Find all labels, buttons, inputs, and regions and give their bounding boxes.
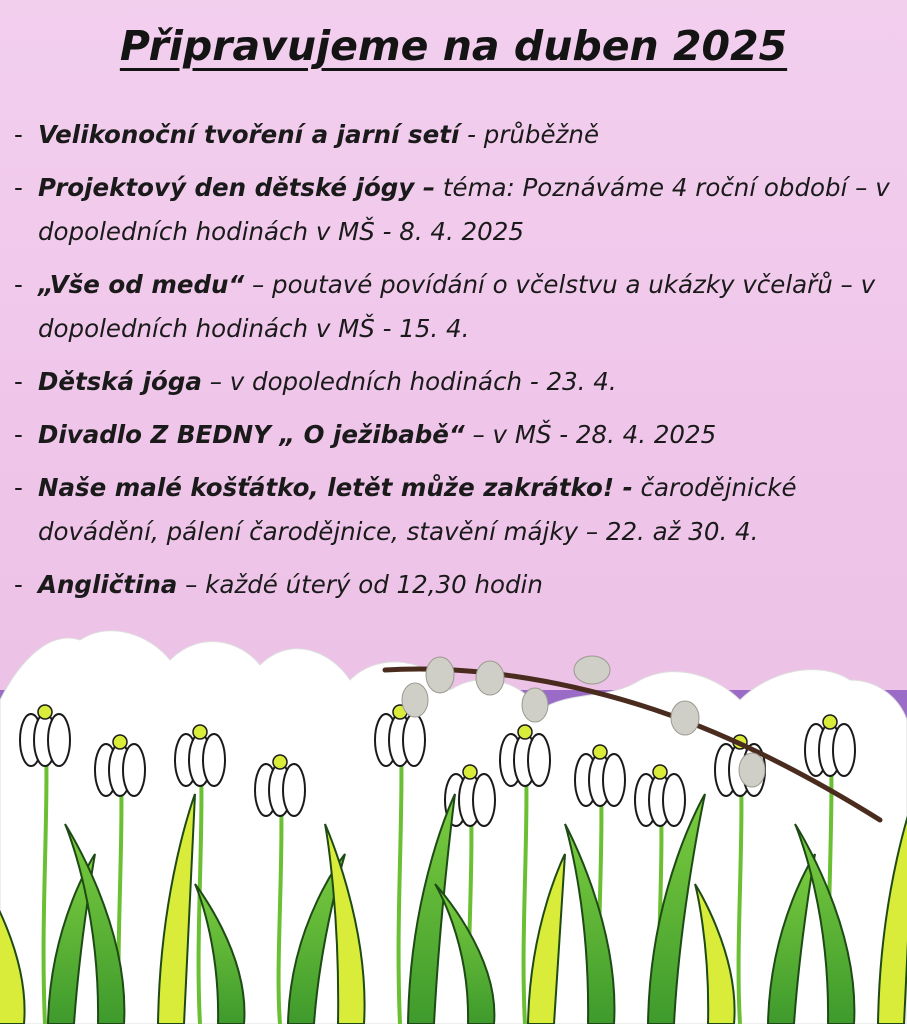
snowdrop-petal xyxy=(833,724,855,776)
bullet-dash: - xyxy=(14,420,23,449)
item-lead: Dětská jóga xyxy=(38,367,202,396)
item-lead: Divadlo Z BEDNY „ O ježibabě“ xyxy=(38,420,465,449)
item-detail: téma: Poznáváme 4 roční období – v dopoledních hodinách v MŠ - 8. 4. 2025 xyxy=(38,173,890,246)
snowdrop-petal xyxy=(48,714,70,766)
bullet-dash: - xyxy=(14,173,23,202)
event-list xyxy=(14,113,894,616)
snowdrop-cap xyxy=(823,715,837,729)
item-lead: Naše malé košťátko, letět může zakrátko! - xyxy=(38,473,633,502)
list-item xyxy=(14,413,894,457)
snowdrop-petal xyxy=(528,734,550,786)
snowdrop-petal xyxy=(203,734,225,786)
bullet-dash: - xyxy=(14,120,23,149)
snowdrop-cap xyxy=(38,705,52,719)
page-title xyxy=(0,22,907,70)
list-item xyxy=(14,466,894,554)
snowdrop-petal xyxy=(603,754,625,806)
list-item xyxy=(14,263,894,351)
list-item xyxy=(14,360,894,404)
snowdrop-cap xyxy=(273,755,287,769)
snowdrops-illustration xyxy=(0,620,907,1024)
item-detail: - průběžně xyxy=(459,120,600,149)
snowdrop-cap xyxy=(518,725,532,739)
page-title-text: Připravujeme na duben 2025 xyxy=(119,22,788,70)
item-detail: – každé úterý od 12,30 hodin xyxy=(177,570,543,599)
snowdrop-petal xyxy=(473,774,495,826)
snowdrop-cap xyxy=(463,765,477,779)
bullet-dash: - xyxy=(14,570,23,599)
snowdrop-cap xyxy=(193,725,207,739)
snowdrop-cap xyxy=(113,735,127,749)
item-lead: „Vše od medu“ xyxy=(38,270,245,299)
item-detail: – v dopoledních hodinách - 23. 4. xyxy=(201,367,617,396)
snowdrop-petal xyxy=(663,774,685,826)
item-lead: Angličtina xyxy=(38,570,178,599)
snowdrop-petal xyxy=(283,764,305,816)
item-detail: – v MŠ - 28. 4. 2025 xyxy=(464,420,717,449)
snowdrop-petal xyxy=(123,744,145,796)
item-detail: – poutavé povídání o včelstvu a ukázky včelařů – v dopoledních hodinách v MŠ - 15. 4. xyxy=(38,270,876,343)
snowdrop-cap xyxy=(653,765,667,779)
snowdrop-petal xyxy=(403,714,425,766)
bullet-dash: - xyxy=(14,473,23,502)
snowdrop-cap xyxy=(593,745,607,759)
list-item xyxy=(14,166,894,254)
item-lead: Projektový den dětské jógy – xyxy=(38,173,436,202)
item-lead: Velikonoční tvoření a jarní setí xyxy=(38,120,460,149)
item-detail: čarodějnické dovádění, pálení čarodějnice, stavění májky – 22. až 30. 4. xyxy=(38,473,797,546)
bullet-dash: - xyxy=(14,270,23,299)
paper-cutout-silhouette xyxy=(0,631,907,1024)
bullet-dash: - xyxy=(14,367,23,396)
list-item xyxy=(14,113,894,157)
list-item xyxy=(14,563,894,607)
